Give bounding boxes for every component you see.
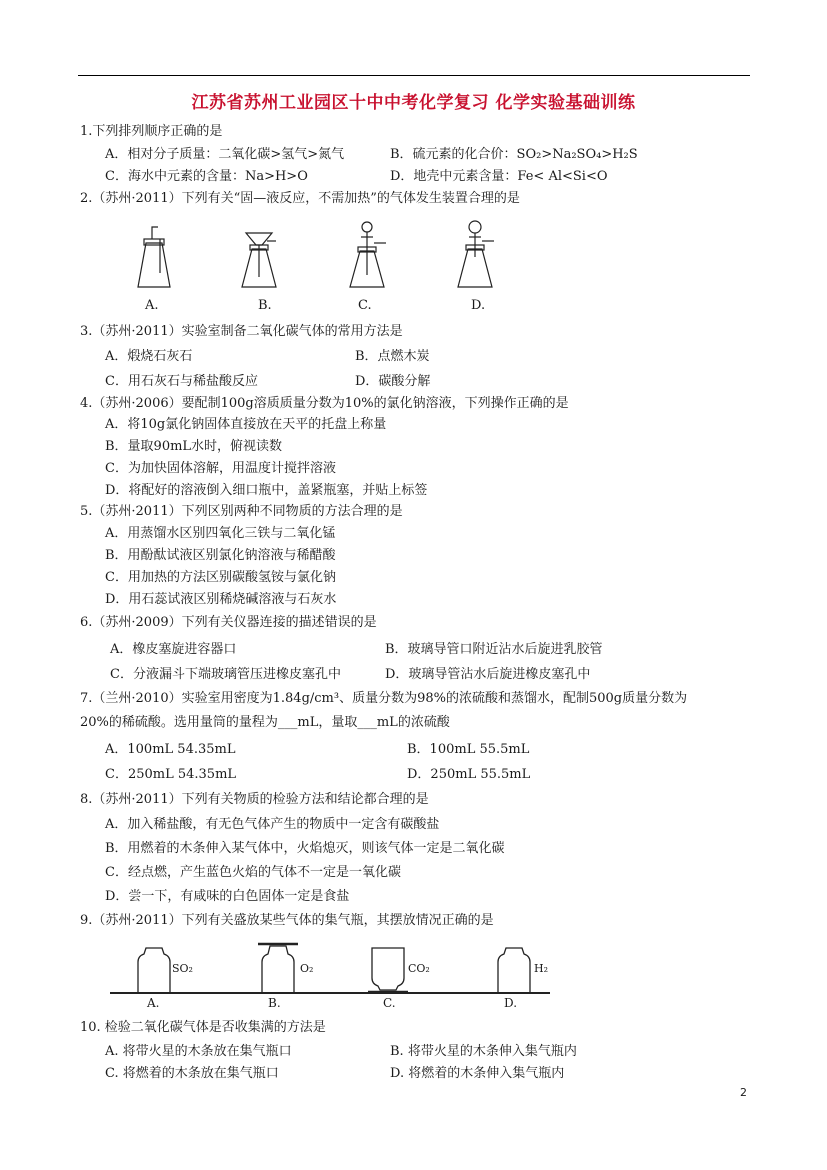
- q9-label-c: C.: [383, 996, 396, 1010]
- q8-option-c: C．经点燃，产生蓝色火焰的气体不一定是一氧化碳: [105, 865, 401, 880]
- question-6-stem: 6.（苏州·2009）下列有关仪器连接的描述错误的是: [80, 615, 377, 630]
- question-2-stem: 2.（苏州·2011）下列有关“固—液反应，不需加热”的气体发生装置合理的是: [80, 191, 520, 206]
- q9-gas-b: O₂: [300, 962, 314, 975]
- q8-option-b: B．用燃着的木条伸入某气体中，火焰熄灭，则该气体一定是二氧化碳: [105, 841, 505, 856]
- question-8-stem: 8.（苏州·2011）下列有关物质的检验方法和结论都合理的是: [80, 792, 429, 807]
- q8-option-a: A．加入稀盐酸，有无色气体产生的物质中一定含有碳酸盐: [105, 817, 440, 832]
- q3-option-d: D．碳酸分解: [355, 374, 431, 389]
- q5-option-a: A．用蒸馏水区别四氧化三铁与二氧化锰: [105, 526, 336, 541]
- q4-option-b: B．量取90mL水时，俯视读数: [105, 439, 283, 454]
- q2-label-d: D.: [471, 298, 486, 313]
- q4-option-a: A．将10g氯化钠固体直接放在天平的托盘上称量: [105, 417, 387, 432]
- q9-gas-d: H₂: [534, 962, 549, 975]
- q9-gas-c: CO₂: [408, 962, 430, 975]
- page-number: 2: [740, 1086, 747, 1099]
- q2-label-b: B.: [258, 298, 272, 313]
- q10-option-a: A. 将带火星的木条放在集气瓶口: [105, 1044, 292, 1059]
- q9-label-a: A.: [147, 996, 160, 1010]
- question-1-stem: 1.下列排列顺序正确的是: [80, 124, 223, 139]
- q5-option-b: B．用酚酞试液区别氯化钠溶液与稀醋酸: [105, 548, 336, 563]
- q3-option-a: A．煅烧石灰石: [105, 349, 193, 364]
- question-7-stem-cont: 20%的稀硫酸。选用量筒的量程为___mL，量取___mL的浓硫酸: [80, 715, 450, 730]
- q10-option-c: C. 将燃着的木条放在集气瓶口: [105, 1066, 279, 1081]
- q6-option-d: D．玻璃导管沾水后旋进橡皮塞孔中: [385, 667, 591, 682]
- q7-option-d: D．250mL 55.5mL: [407, 767, 531, 782]
- question-4-stem: 4.（苏州·2006）要配制100g溶质质量分数为10%的氯化钠溶液，下列操作正确的是: [80, 396, 569, 411]
- question-7-stem: 7.（兰州·2010）实验室用密度为1.84g/cm³、质量分数为98%的浓硫酸和蒸馏水，配制500g质量分数为: [80, 691, 688, 706]
- q6-option-a: A．橡皮塞旋进容器口: [110, 642, 237, 657]
- q7-option-b: B．100mL 55.5mL: [407, 742, 530, 757]
- q1-option-c: C．海水中元素的含量：Na>H>O: [105, 169, 308, 184]
- q5-option-d: D．用石蕊试液区别稀烧碱溶液与石灰水: [105, 592, 337, 607]
- q2-label-a: A.: [145, 298, 159, 313]
- question-9-stem: 9.（苏州·2011）下列有关盛放某些气体的集气瓶，其摆放情况正确的是: [80, 913, 494, 928]
- q10-option-d: D. 将燃着的木条伸入集气瓶内: [390, 1066, 565, 1081]
- q7-option-a: A．100mL 54.35mL: [105, 742, 236, 757]
- q4-option-c: C．为加快固体溶解，用温度计搅拌溶液: [105, 461, 336, 476]
- question-3-stem: 3.（苏州·2011）实验室制备二氧化碳气体的常用方法是: [80, 324, 403, 339]
- page-title: 江苏省苏州工业园区十中中考化学复习 化学实验基础训练: [191, 93, 636, 113]
- q1-option-a: A．相对分子质量：二氧化碳>氢气>氮气: [105, 147, 345, 162]
- q1-option-b: B．硫元素的化合价：SO₂>Na₂SO₄>H₂S: [390, 147, 638, 162]
- question-10-stem: 10. 检验二氧化碳气体是否收集满的方法是: [80, 1020, 326, 1035]
- q5-option-c: C．用加热的方法区别碳酸氢铵与氯化钠: [105, 570, 336, 585]
- q3-option-c: C．用石灰石与稀盐酸反应: [105, 374, 258, 389]
- header-rule: [78, 75, 750, 76]
- q6-option-c: C．分液漏斗下端玻璃管压进橡皮塞孔中: [110, 667, 341, 682]
- q10-option-b: B. 将带火星的木条伸入集气瓶内: [390, 1044, 577, 1059]
- q9-label-b: B.: [268, 996, 281, 1010]
- q1-option-d: D．地壳中元素含量：Fe< Al<Si<O: [390, 169, 608, 184]
- q6-option-b: B．玻璃导管口附近沾水后旋进乳胶管: [385, 642, 603, 657]
- q3-option-b: B．点燃木炭: [355, 349, 430, 364]
- question-5-stem: 5.（苏州·2011）下列区别两种不同物质的方法合理的是: [80, 504, 403, 519]
- q7-option-c: C．250mL 54.35mL: [105, 767, 237, 782]
- q2-apparatus-figure: [130, 215, 510, 295]
- q9-gas-a: SO₂: [172, 962, 193, 975]
- q8-option-d: D．尝一下，有咸味的白色固体一定是食盐: [105, 889, 350, 904]
- q9-label-d: D.: [504, 996, 518, 1010]
- q4-option-d: D．将配好的溶液倒入细口瓶中，盖紧瓶塞，并贴上标签: [105, 483, 428, 498]
- q2-label-c: C.: [358, 298, 372, 313]
